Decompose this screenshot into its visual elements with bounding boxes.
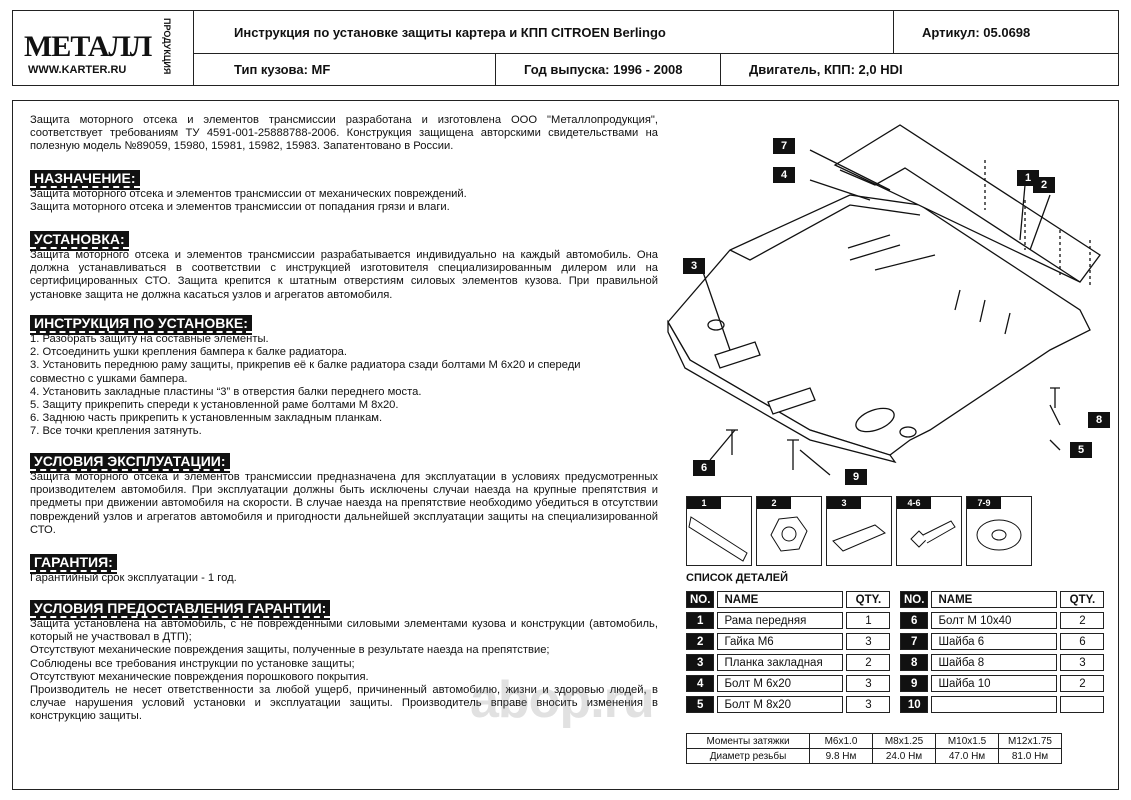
part-name: Гайка М6 — [717, 633, 843, 650]
part-qty: 1 — [846, 612, 890, 629]
instruction-step: 6. Заднюю часть прикрепить к установленным закладным планкам. — [30, 412, 383, 425]
column-header: QTY. — [1060, 591, 1104, 608]
part-number: 5 — [686, 696, 714, 713]
engine-info: Двигатель, КПП: 2,0 HDI — [749, 61, 903, 77]
table-row — [900, 696, 1104, 713]
watermark: abop.ru — [470, 671, 654, 729]
part-name: Шайба 10 — [931, 675, 1057, 692]
instruction-step: 5. Защиту прикрепить спереди к установленной раме болтами М 8х20. — [30, 399, 399, 412]
part-qty: 3 — [846, 696, 890, 713]
title-cell — [193, 11, 893, 53]
parts-table-right — [897, 587, 1107, 717]
column-header: NAME — [931, 591, 1057, 608]
part-thumb-plate — [826, 496, 892, 566]
part-name: Шайба 8 — [931, 654, 1057, 671]
warranty-text: Гарантийный срок эксплуатации - 1 год. — [30, 572, 237, 584]
part-thumb-frame — [686, 496, 752, 566]
part-name: Болт М 8х20 — [717, 696, 843, 713]
part-qty: 6 — [1060, 633, 1104, 650]
part-thumb-washer — [966, 496, 1032, 566]
section-title: ИНСТРУКЦИЯ ПО УСТАНОВКЕ: — [30, 315, 252, 333]
body-type: Тип кузова: MF — [234, 61, 331, 77]
part-name: Болт М 10х40 — [931, 612, 1057, 629]
table-row — [900, 633, 1104, 650]
part-name: Болт М 6х20 — [717, 675, 843, 692]
torque-cell: 81.0 Нм — [999, 749, 1062, 764]
torque-table — [686, 733, 1062, 764]
section-title: ГАРАНТИЯ: — [30, 554, 117, 572]
warranty-conditions-line: Соблюдены все требования инструкции по установке защиты; — [30, 657, 355, 670]
callout-1: 1 — [1017, 170, 1039, 186]
callout-5: 5 — [1070, 442, 1092, 458]
table-row — [686, 591, 890, 608]
table-row — [686, 675, 890, 692]
torque-label: Диаметр резьбы — [687, 749, 810, 764]
part-qty: 2 — [1060, 675, 1104, 692]
part-thumb-label: 4-6 — [897, 497, 931, 509]
instruction-step: 2. Отсоединить ушки крепления бампера к балке радиатора. — [30, 346, 348, 359]
parts-list-title: СПИСОК ДЕТАЛЕЙ — [686, 572, 788, 584]
warranty-conditions-line: Отсутствуют механические повреждения защиты, полученные в результате наезда на препятствие; — [30, 644, 550, 657]
part-thumb-label: 1 — [687, 497, 721, 509]
table-row — [687, 734, 1062, 749]
warranty-conditions-p1: Защита установлена на автомобиль, с не поврежденными силовыми элементами кузова и конструкции (автомобиль, который не участвовал в ДТП); — [30, 618, 658, 644]
table-row — [900, 675, 1104, 692]
table-row — [900, 591, 1104, 608]
torque-cell: М10х1.5 — [936, 734, 999, 749]
part-thumb-bolt — [896, 496, 962, 566]
install-text: Защита моторного отсека и элементов трансмиссии разрабатывается индивидуально на каждый автомобиль. Она должна устанавливаться в соответствии с инструкцией изготовителя специализированным дилером или на сертифицированных СТО. Защита крепится к штатным отверстиям силовых элементов кузова. При правильной установке защита не должна касаться узлов и агрегатов автомобиля. — [30, 249, 658, 301]
callout-6: 6 — [693, 460, 715, 476]
table-row — [687, 749, 1062, 764]
table-row — [686, 654, 890, 671]
torque-cell: М8х1.25 — [873, 734, 936, 749]
part-number: 8 — [900, 654, 928, 671]
part-qty: 3 — [846, 633, 890, 650]
part-thumb-label: 2 — [757, 497, 791, 509]
part-thumb-nut — [756, 496, 822, 566]
part-name: Рама передняя — [717, 612, 843, 629]
section-title: УСЛОВИЯ ЭКСПЛУАТАЦИИ: — [30, 453, 230, 471]
torque-cell: 47.0 Нм — [936, 749, 999, 764]
column-header: NAME — [717, 591, 843, 608]
column-header: QTY. — [846, 591, 890, 608]
part-qty: 3 — [846, 675, 890, 692]
article-number: Артикул: 05.0698 — [922, 24, 1031, 40]
part-qty — [1060, 696, 1104, 713]
callout-7: 7 — [773, 138, 795, 154]
table-row — [900, 654, 1104, 671]
purpose-line: Защита моторного отсека и элементов трансмиссии от механических повреждений. — [30, 188, 467, 200]
warranty-conditions-line: Отсутствуют механические повреждения порошкового покрытия. — [30, 670, 369, 683]
section-warranty — [30, 554, 658, 585]
part-number: 2 — [686, 633, 714, 650]
engine-cell — [720, 53, 1118, 85]
part-thumb-label: 7-9 — [967, 497, 1001, 509]
column-header: NO. — [686, 591, 714, 608]
warranty-conditions-p2: Производитель не несет ответственности за любой ущерб, причиненный автомобилю, жизни и здоровью людей, в случае нарушения условий установки и эксплуатации защиты. Производитель вправе вносить изменения в конструкцию защиты. — [30, 684, 658, 723]
logo-wordmark: МЕТАЛЛ — [24, 30, 152, 63]
section-conditions — [30, 453, 658, 537]
part-qty: 3 — [1060, 654, 1104, 671]
torque-cell: 9.8 Нм — [810, 749, 873, 764]
table-row — [900, 612, 1104, 629]
callout-8: 8 — [1088, 412, 1110, 428]
production-years: Год выпуска: 1996 - 2008 — [524, 61, 683, 77]
part-number: 1 — [686, 612, 714, 629]
table-row — [686, 696, 890, 713]
part-name: Шайба 6 — [931, 633, 1057, 650]
part-qty: 2 — [846, 654, 890, 671]
column-header: NO. — [900, 591, 928, 608]
torque-cell: М12х1.75 — [999, 734, 1062, 749]
part-name: Планка закладная — [717, 654, 843, 671]
part-number: 7 — [900, 633, 928, 650]
part-number: 10 — [900, 696, 928, 713]
table-row — [686, 612, 890, 629]
logo-url: WWW.KARTER.RU — [28, 64, 127, 76]
instruction-step: 7. Все точки крепления затянуть. — [30, 425, 202, 438]
logo-vertical-text: ПРОДУКЦИЯ — [162, 18, 172, 75]
torque-cell: 24.0 Нм — [873, 749, 936, 764]
parts-table-left — [683, 587, 893, 717]
conditions-text: Защита моторного отсека и элементов трансмиссии предназначена для эксплуатации в условиях предусмотренных производителем автомобиля. При эксплуатации должны быть исключены случаи наезда на крупные препятствия и предметы при движении автомобиля на скорости. В случае наезда на препятствие необходимо убедиться в отсутствии повреждений узлов и агрегатов автомобиля и пригодности дальнейшей эксплуатации защиты на специализированной СТО. — [30, 471, 658, 536]
section-install — [30, 231, 658, 302]
part-number: 6 — [900, 612, 928, 629]
intro-text: Защита моторного отсека и элементов трансмиссии разработана и изготовлена ООО "Металлопродукция", соответствует требованиям ТУ 4591-001-25888788-2006. Конструкция защищена авторскими свидетельствами на полезную модель №89059, 15980, 15981, 15982, 15983. Запатентовано в России. — [30, 114, 658, 153]
part-thumb-label: 3 — [827, 497, 861, 509]
section-title: НАЗНАЧЕНИЕ: — [30, 170, 140, 188]
assembly-drawing — [660, 110, 1115, 490]
part-number: 4 — [686, 675, 714, 692]
instruction-step: 4. Установить закладные пластины “3” в отверстия балки переднего моста. — [30, 385, 422, 398]
purpose-line: Защита моторного отсека и элементов трансмиссии от попадания грязи и влаги. — [30, 201, 450, 214]
part-number: 9 — [900, 675, 928, 692]
section-instructions — [30, 315, 658, 439]
document-title: Инструкция по установке защиты картера и КПП CITROEN Berlingo — [234, 24, 666, 40]
callout-4: 4 — [773, 167, 795, 183]
callout-9: 9 — [845, 469, 867, 485]
years-cell — [495, 53, 720, 85]
torque-label: Моменты затяжки — [687, 734, 810, 749]
table-row — [686, 633, 890, 650]
callout-2: 2 — [1033, 177, 1055, 193]
section-purpose — [30, 170, 658, 214]
part-number: 3 — [686, 654, 714, 671]
instruction-step: 1. Разобрать защиту на составные элементы. — [30, 333, 269, 345]
company-logo — [14, 12, 192, 84]
article-cell — [893, 11, 1118, 53]
part-name — [931, 696, 1057, 713]
instruction-step: 3. Установить переднюю раму защиты, прикрепив её к балке радиатора сзади болтами М 6х20 и спереди — [30, 359, 581, 372]
callout-3: 3 — [683, 258, 705, 274]
torque-cell: М6х1.0 — [810, 734, 873, 749]
instruction-step: совместно с ушками бампера. — [30, 372, 188, 385]
body-type-cell — [193, 53, 495, 85]
section-title: УСТАНОВКА: — [30, 231, 129, 249]
section-title: УСЛОВИЯ ПРЕДОСТАВЛЕНИЯ ГАРАНТИИ: — [30, 600, 330, 618]
part-qty: 2 — [1060, 612, 1104, 629]
